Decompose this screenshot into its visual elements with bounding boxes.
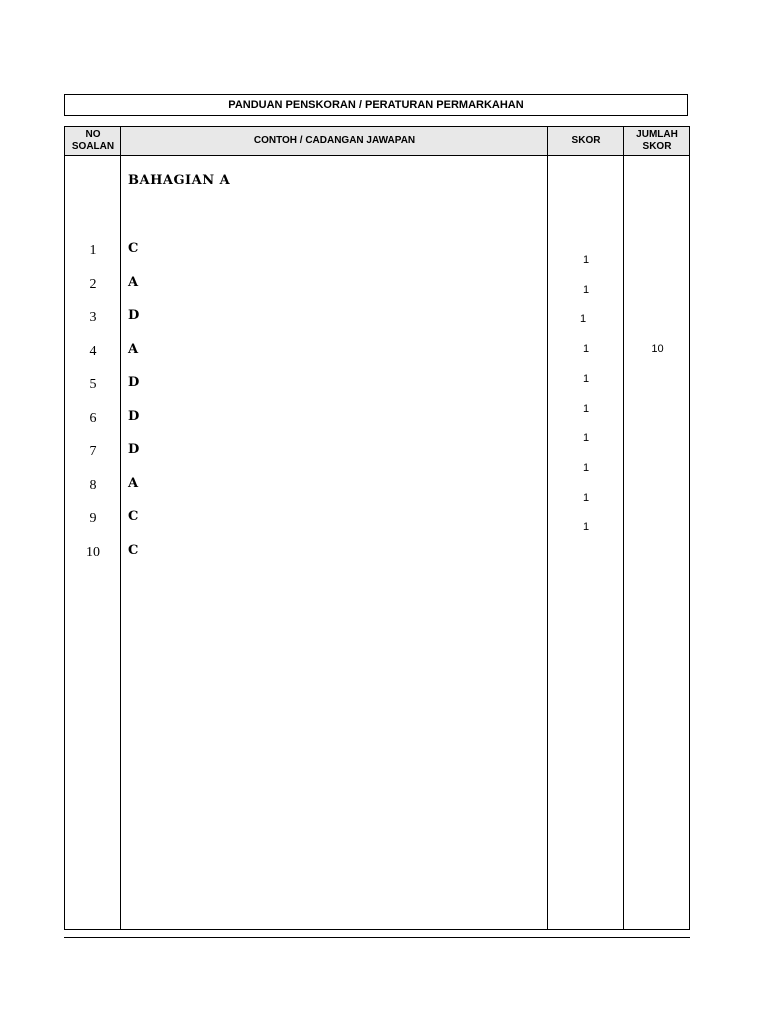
skor-value: 1 <box>582 254 590 266</box>
question-number: 10 <box>86 544 100 560</box>
skor-value: 1 <box>582 283 590 296</box>
answer-letter: C <box>128 509 139 524</box>
header-jumlah-label: JUMLAH <box>636 129 678 140</box>
header-skor: SKOR <box>571 135 601 146</box>
header-soalan-label: SOALAN <box>71 141 115 152</box>
skor-value: 1 <box>582 372 590 385</box>
skor-value: 1 <box>582 343 590 356</box>
skor-value: 1 <box>582 461 590 474</box>
skor-value: 1 <box>582 521 590 534</box>
answer-letter: A <box>128 274 139 290</box>
skor-value: 1 <box>582 432 590 445</box>
question-number: 3 <box>89 310 97 325</box>
answer-letter: C <box>128 542 139 558</box>
skor-value: 1 <box>582 491 590 504</box>
header-jumlah-skor <box>624 127 690 155</box>
answer-letter: D <box>128 442 140 457</box>
section-title: BAHAGIAN A <box>128 173 231 188</box>
header-no-soalan <box>65 127 121 155</box>
marking-table <box>64 126 690 930</box>
question-number: 7 <box>89 444 97 459</box>
skor-value: 1 <box>582 402 590 415</box>
question-number: 5 <box>89 377 97 392</box>
question-number: 9 <box>89 511 97 526</box>
question-number: 1 <box>89 243 97 258</box>
page-title: PANDUAN PENSKORAN / PERATURAN PERMARKAHAN <box>64 94 688 116</box>
answer-letter: A <box>128 341 139 357</box>
question-number: 2 <box>89 276 97 292</box>
answer-letter: D <box>128 375 140 390</box>
question-number: 6 <box>89 410 97 426</box>
answer-letter: C <box>128 241 139 256</box>
header-contoh: CONTOH / CADANGAN JAWAPAN <box>253 135 416 146</box>
header-no-label: NO <box>85 129 101 140</box>
footer-divider <box>64 937 690 938</box>
answer-letter: A <box>128 475 139 491</box>
header-jumlah-skor-label: SKOR <box>642 141 672 152</box>
skor-value: 1 <box>579 313 587 326</box>
jumlah-skor-value: 10 <box>651 343 664 355</box>
answer-letter: D <box>128 408 140 424</box>
question-number: 4 <box>89 343 97 359</box>
answer-letter: D <box>128 308 140 323</box>
question-number: 8 <box>89 477 97 493</box>
